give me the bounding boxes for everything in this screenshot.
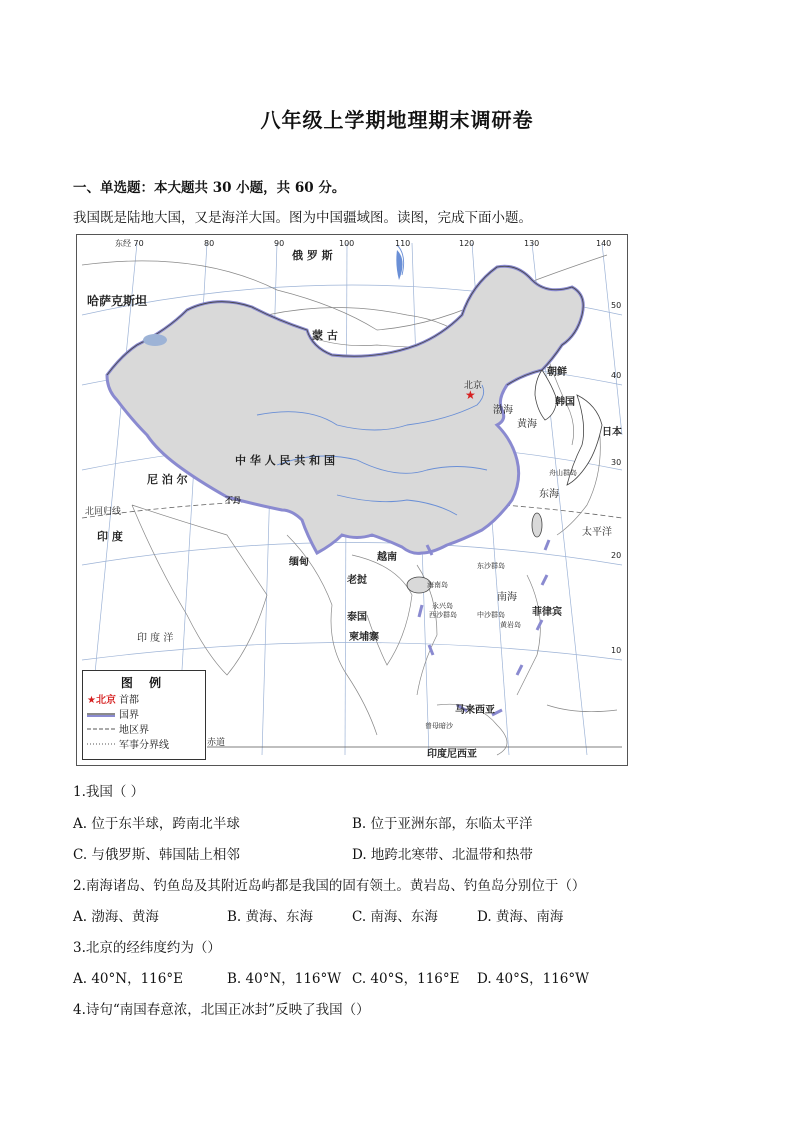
section-heading: 一、单选题：本大题共 30 小题，共 60 分。 [73, 180, 346, 196]
label-huangyan: 黄岩岛 [500, 621, 521, 629]
page-title: 八年级上学期地理期末调研卷 [260, 108, 534, 132]
lat-label-10: 10 [611, 646, 622, 655]
q3-option-d: D. 40°S，116°W [477, 971, 589, 987]
label-nepal: 尼 泊 尔 [147, 473, 188, 486]
q2-option-d: D. 黄海、南海 [477, 909, 564, 925]
label-xisha: 西沙群岛 [429, 611, 457, 619]
q1-option-a: A. 位于东半球，跨南北半球 [73, 816, 240, 832]
label-laos: 老挝 [347, 575, 367, 586]
beijing-star-icon: ★ [465, 388, 476, 402]
lon-line-140 [602, 243, 622, 435]
question-3-stem: 3.北京的经纬度约为（） [73, 940, 221, 956]
question-4-stem: 4.诗句“南国春意浓，北国正冰封”反映了我国（） [73, 1002, 370, 1018]
label-china: 中 华 人 民 共 和 国 [235, 454, 335, 467]
label-malaysia: 马来西亚 [455, 705, 495, 716]
question-intro: 我国既是陆地大国，又是海洋大国。图为中国疆域图。读图，完成下面小题。 [73, 210, 532, 226]
label-india: 印 度 [97, 530, 123, 543]
label-korea-n: 朝鲜 [547, 367, 567, 378]
label-east-sea: 东海 [539, 489, 559, 500]
label-myanmar: 缅甸 [289, 557, 309, 568]
taiwan-island [532, 513, 542, 537]
map-legend [82, 670, 206, 760]
lake-baikal [396, 250, 402, 280]
q3-option-b: B. 40°N，116°W [227, 971, 342, 987]
label-bhutan: 不丹 [225, 496, 241, 505]
lon-label-100: 100 [339, 239, 355, 248]
legend-capital-symbol: ★北京 [87, 695, 116, 706]
label-bohai: 渤海 [493, 405, 513, 416]
legend-capital-label: 首都 [119, 695, 139, 706]
lon-label-90: 90 [274, 239, 285, 248]
q3-option-c: C. 40°S，116°E [352, 971, 460, 987]
label-russia: 俄 罗 斯 [292, 249, 333, 262]
label-philippines: 菲律宾 [532, 607, 562, 618]
tropic-label: 北回归线 [85, 507, 122, 517]
lat-label-20: 20 [611, 551, 622, 560]
lon-label-70: 东经 70 [115, 239, 144, 248]
q2-option-b: B. 黄海、东海 [227, 909, 314, 925]
question-1-stem: 1.我国（ ） [73, 784, 145, 800]
lat-line-20 [82, 543, 622, 566]
q3-option-a: A. 40°N，116°E [73, 971, 183, 987]
q1-option-c: C. 与俄罗斯、韩国陆上相邻 [73, 847, 240, 863]
label-cambodia: 柬埔寨 [349, 632, 379, 643]
label-indonesia: 印度尼西亚 [427, 749, 477, 760]
q1-option-d: D. 地跨北寒带、北温带和热带 [352, 847, 533, 863]
lon-label-130: 130 [524, 239, 540, 248]
lat-label-30: 30 [611, 458, 622, 467]
lat-labels [611, 301, 621, 655]
lat-line-10 [82, 643, 622, 661]
label-thailand: 泰国 [347, 612, 367, 623]
legend-title: 图 例 [120, 676, 168, 690]
lon-label-140: 140 [596, 239, 612, 248]
label-yongxing: 永兴岛 [432, 602, 453, 610]
label-japan: 日本 [602, 427, 622, 438]
legend-border-label: 国界 [119, 710, 139, 721]
region-line-icon [87, 726, 119, 732]
label-zhoushan: 舟山群岛 [549, 469, 577, 477]
label-zhongsha: 中沙群岛 [477, 611, 505, 619]
question-2-stem: 2.南海诸岛、钓鱼岛及其附近岛屿都是我国的固有领土。黄岩岛、钓鱼岛分别位于（） [73, 878, 586, 894]
equator-label: 赤道 [207, 738, 226, 748]
label-mongolia: 蒙 古 [312, 329, 338, 342]
label-kazakhstan: 哈萨克斯坦 [87, 294, 148, 308]
lon-label-120: 120 [459, 239, 475, 248]
lake-balkhash [143, 334, 167, 346]
q1-option-b: B. 位于亚洲东部，东临太平洋 [352, 816, 533, 832]
label-vietnam: 越南 [377, 552, 397, 563]
label-beijing: 北京 [464, 381, 483, 391]
lon-label-110: 110 [395, 239, 411, 248]
legend-region [83, 721, 205, 736]
label-indian-ocean: 印 度 洋 [137, 633, 174, 644]
label-pacific: 太平洋 [582, 527, 612, 538]
q2-option-a: A. 渤海、黄海 [73, 909, 159, 925]
lat-label-50: 50 [611, 301, 622, 310]
label-zengmu: 曾母暗沙 [425, 722, 453, 730]
label-south-sea: 南海 [497, 592, 517, 603]
border-line-icon [87, 711, 119, 717]
lon-labels [115, 238, 611, 248]
legend-border [83, 706, 205, 721]
legend-region-label: 地区界 [119, 725, 149, 736]
military-line-icon [87, 741, 119, 747]
q2-option-c: C. 南海、东海 [352, 909, 438, 925]
label-hainan: 海南岛 [427, 581, 448, 589]
legend-capital [83, 691, 205, 706]
legend-military-label: 军事分界线 [119, 740, 169, 751]
label-korea-s: 韩国 [555, 397, 575, 408]
lon-label-80: 80 [204, 239, 215, 248]
label-dongsha: 东沙群岛 [477, 562, 505, 570]
label-yellow-sea: 黄海 [517, 419, 537, 430]
lat-label-40: 40 [611, 371, 622, 380]
legend-military [83, 736, 205, 751]
